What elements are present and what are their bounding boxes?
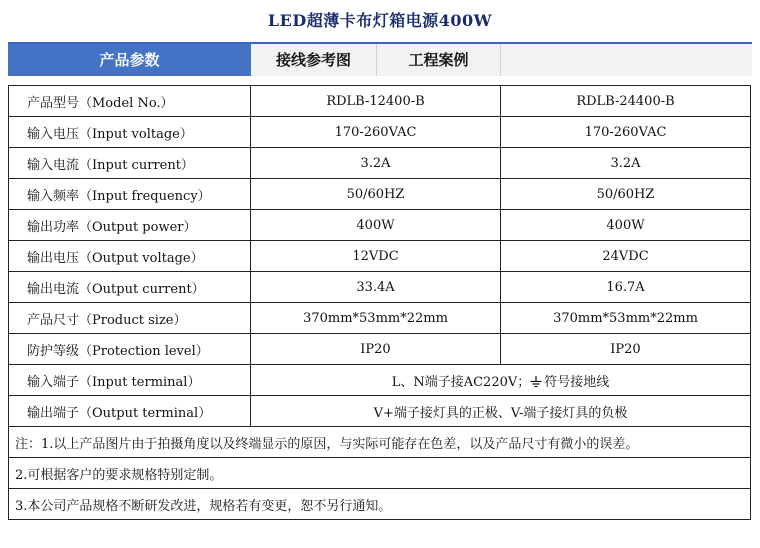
note-1: 注：1.以上产品图片由于拍摄角度以及终端显示的原因，与实际可能存在色差，以及产品尺寸有微小的误差。 xyxy=(9,427,751,458)
tab-bar xyxy=(8,42,752,76)
row-label-input-terminal: 输入端子（Input terminal） xyxy=(9,365,251,396)
table-row xyxy=(9,210,751,241)
cell-product-size-12v: 370mm*53mm*22mm xyxy=(251,303,501,334)
table-row xyxy=(9,427,751,458)
note-2: 2.可根据客户的要求规格特别定制。 xyxy=(9,458,751,489)
cell-output-current-24v: 16.7A xyxy=(501,272,751,303)
table-row xyxy=(9,303,751,334)
cell-input-current-24v: 3.2A xyxy=(501,148,751,179)
row-label-input-current: 输入电流（Input current） xyxy=(9,148,251,179)
page-title: LED超薄卡布灯箱电源400W xyxy=(267,11,493,30)
tab-project-cases[interactable]: 工程案例 xyxy=(377,44,501,76)
cell-output-voltage-12v: 12VDC xyxy=(251,241,501,272)
cell-output-power-24v: 400W xyxy=(501,210,751,241)
ground-icon xyxy=(530,376,542,388)
table-row xyxy=(9,148,751,179)
table-row xyxy=(9,241,751,272)
cell-output-current-12v: 33.4A xyxy=(251,272,501,303)
note-3: 3.本公司产品规格不断研发改进，规格若有变更，恕不另行通知。 xyxy=(9,489,751,520)
table-row xyxy=(9,396,751,427)
tab-product-params[interactable]: 产品参数 xyxy=(8,44,251,76)
row-label-product-size: 产品尺寸（Product size） xyxy=(9,303,251,334)
cell-input-voltage-12v: 170-260VAC xyxy=(251,117,501,148)
row-label-output-voltage: 输出电压（Output voltage） xyxy=(9,241,251,272)
cell-input-voltage-24v: 170-260VAC xyxy=(501,117,751,148)
cell-protection-level-24v: IP20 xyxy=(501,334,751,365)
tab-wiring-diagram[interactable]: 接线参考图 xyxy=(251,44,377,76)
cell-model-24v: RDLB-24400-B xyxy=(501,86,751,117)
table-row xyxy=(9,272,751,303)
table-row xyxy=(9,365,751,396)
table-row xyxy=(9,458,751,489)
cell-output-power-12v: 400W xyxy=(251,210,501,241)
cell-input-frequency-12v: 50/60HZ xyxy=(251,179,501,210)
row-label-output-current: 输出电流（Output current） xyxy=(9,272,251,303)
cell-input-current-12v: 3.2A xyxy=(251,148,501,179)
cell-input-frequency-24v: 50/60HZ xyxy=(501,179,751,210)
cell-output-terminal: V+端子接灯具的正极、V-端子接灯具的负极 xyxy=(251,396,751,427)
table-row xyxy=(9,179,751,210)
row-label-protection-level: 防护等级（Protection level） xyxy=(9,334,251,365)
row-label-model: 产品型号（Model No.） xyxy=(9,86,251,117)
table-row xyxy=(9,117,751,148)
row-label-output-power: 输出功率（Output power） xyxy=(9,210,251,241)
row-label-input-frequency: 输入频率（Input frequency） xyxy=(9,179,251,210)
row-label-output-terminal: 输出端子（Output terminal） xyxy=(9,396,251,427)
cell-protection-level-12v: IP20 xyxy=(251,334,501,365)
table-row xyxy=(9,334,751,365)
cell-output-voltage-24v: 24VDC xyxy=(501,241,751,272)
spec-table xyxy=(8,85,751,520)
cell-input-terminal xyxy=(251,365,751,396)
cell-product-size-24v: 370mm*53mm*22mm xyxy=(501,303,751,334)
input-terminal-text: L、N端子接AC220V； xyxy=(391,374,531,390)
ground-symbol-text: 符号接地线 xyxy=(544,374,610,390)
table-row xyxy=(9,86,751,117)
row-label-input-voltage: 输入电压（Input voltage） xyxy=(9,117,251,148)
cell-model-12v: RDLB-12400-B xyxy=(251,86,501,117)
table-row xyxy=(9,489,751,520)
